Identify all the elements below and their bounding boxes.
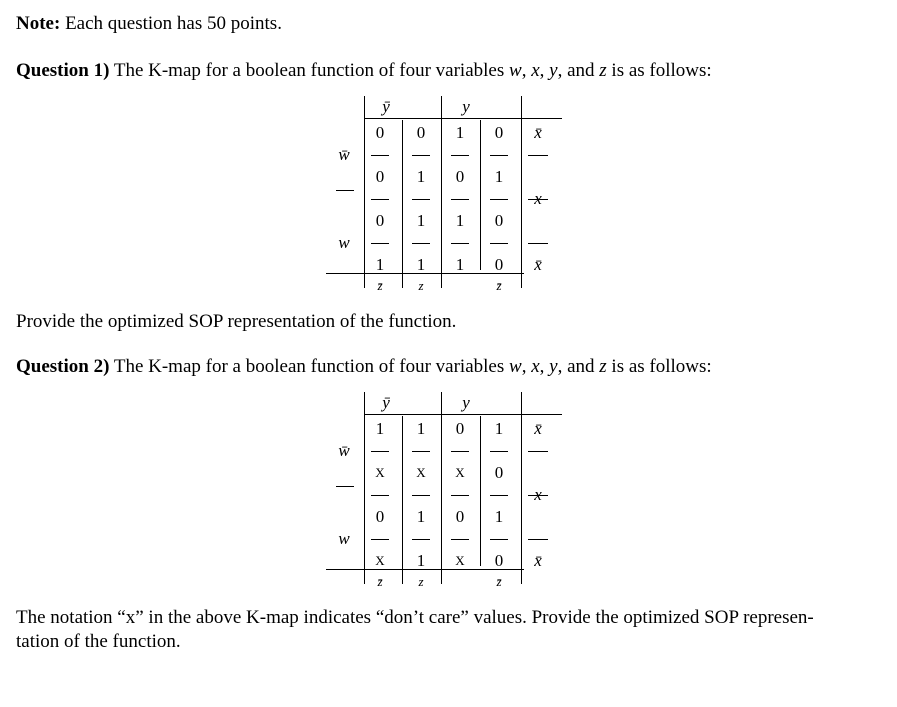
kmap-dash <box>412 199 430 200</box>
kmap-right-label-xbar-1: x̄ <box>534 419 542 438</box>
kmap-top-rule <box>364 414 562 415</box>
kmap-cell: X <box>375 465 385 480</box>
kmap-dash <box>528 539 548 540</box>
kmap-cell: 0 <box>494 463 504 482</box>
kmap-dash <box>371 451 389 452</box>
kmap-cell: 0 <box>455 507 465 526</box>
kmap-foot-label-z: z <box>418 574 424 589</box>
kmap-dash <box>451 495 469 496</box>
kmap-dash <box>371 243 389 244</box>
q2-label: Question 2) <box>16 356 110 377</box>
q2-tail: is as follows: <box>606 356 712 377</box>
q1-var-z: z <box>599 60 607 81</box>
kmap-dash <box>490 155 508 156</box>
kmap-divider-left <box>364 392 365 584</box>
kmap-cell: 1 <box>416 551 426 570</box>
kmap-divider-mid <box>441 392 442 584</box>
kmap-cell: 0 <box>494 123 504 142</box>
q2-heading: Question 2) The K-map for a boolean function of four variables w, x, y, and z is as follows: <box>16 356 712 377</box>
kmap-dash <box>528 451 548 452</box>
kmap-col-label-y: y <box>462 393 470 412</box>
kmap-dash <box>451 199 469 200</box>
q1-var-y: y <box>549 60 558 81</box>
kmap-cell: 1 <box>455 255 465 274</box>
q2-prompt-line2: tation of the function. <box>16 631 181 652</box>
kmap-divider-inner-b <box>480 416 481 566</box>
kmap-cell: 1 <box>375 419 385 438</box>
kmap-divider-inner-a <box>402 120 403 288</box>
kmap-cell: 1 <box>375 255 385 274</box>
kmap-right-label-xbar-2: x̄ <box>534 551 542 570</box>
q1-heading: Question 1) The K-map for a boolean function of four variables w, x, y, and z is as follows: <box>16 60 712 81</box>
q1-tail: is as follows: <box>606 60 712 81</box>
q2-prompt-line1: The notation “x” in the above K-map indicates “don’t care” values. Provide the optimized SOP represen- <box>16 607 814 628</box>
kmap-foot-label-z: z <box>418 278 424 293</box>
kmap-cell: 1 <box>416 167 426 186</box>
q2-var-z: z <box>599 356 607 377</box>
kmap-divider-right <box>521 392 522 584</box>
kmap-row-separator <box>336 486 354 487</box>
kmap-right-label-xbar-1: x̄ <box>534 123 542 142</box>
q2-var-x: x <box>531 356 540 377</box>
q1-var-x: x <box>531 60 540 81</box>
kmap-foot-label-zbar-2: z̄ <box>496 278 502 293</box>
kmap-dash <box>490 199 508 200</box>
kmap-dash <box>451 155 469 156</box>
kmap-row-label-wbar: w̄ <box>338 441 350 460</box>
kmap-dash <box>412 495 430 496</box>
kmap-dash <box>412 539 430 540</box>
kmap-divider-right <box>521 96 522 288</box>
kmap-row-label-w: w <box>338 233 350 252</box>
kmap-dash <box>371 539 389 540</box>
kmap-cell: 0 <box>494 255 504 274</box>
kmap-cell: 0 <box>375 167 385 186</box>
kmap-col-label-ybar: ȳ <box>382 393 390 412</box>
kmap-dash <box>490 495 508 496</box>
q1-prompt: Provide the optimized SOP representation of the function. <box>16 311 457 332</box>
kmap-cell: X <box>416 465 426 480</box>
kmap-dash <box>528 199 548 200</box>
kmap-dash <box>371 495 389 496</box>
kmap-cell: 0 <box>455 167 465 186</box>
kmap-cell: 0 <box>375 211 385 230</box>
kmap-divider-left <box>364 96 365 288</box>
note-text: Each question has 50 points. <box>60 13 282 34</box>
kmap-cell: 1 <box>455 123 465 142</box>
kmap-dash <box>451 243 469 244</box>
kmap-dash <box>490 451 508 452</box>
kmap-top-rule <box>364 118 562 119</box>
kmap-cell: 1 <box>416 507 426 526</box>
kmap-dash <box>528 243 548 244</box>
kmap-cell: 1 <box>494 419 504 438</box>
kmap-dash <box>412 451 430 452</box>
kmap-dash <box>528 495 548 496</box>
kmap-dash <box>371 199 389 200</box>
note-label: Note: <box>16 13 61 34</box>
kmap-right-label-xbar-2: x̄ <box>534 255 542 274</box>
kmap-foot-label-zbar-2: z̄ <box>496 574 502 589</box>
kmap-cell: X <box>455 553 465 568</box>
kmap-divider-inner-b <box>480 120 481 270</box>
kmap-cell: 0 <box>416 123 426 142</box>
kmap-cell: 1 <box>416 211 426 230</box>
kmap-divider-inner-a <box>402 416 403 584</box>
q2-var-w: w <box>509 356 522 377</box>
kmap-cell: 0 <box>375 507 385 526</box>
note-line <box>16 12 282 36</box>
kmap-cell: X <box>455 465 465 480</box>
kmap-dash <box>490 539 508 540</box>
q1-label: Question 1) <box>16 60 110 81</box>
kmap-dash <box>412 243 430 244</box>
kmap-cell: 0 <box>494 551 504 570</box>
kmap-dash <box>490 243 508 244</box>
q1-intro: The K-map for a boolean function of four variables <box>109 60 510 81</box>
kmap-dash <box>451 539 469 540</box>
q2-var-y: y <box>549 356 558 377</box>
kmap-divider-mid <box>441 96 442 288</box>
kmap-cell: 1 <box>416 419 426 438</box>
kmap-cell: 0 <box>494 211 504 230</box>
kmap-cell: 1 <box>494 507 504 526</box>
kmap-cell: X <box>375 553 385 568</box>
kmap-cell: 1 <box>455 211 465 230</box>
q1-var-w: w <box>509 60 522 81</box>
kmap-dash <box>412 155 430 156</box>
kmap-dash <box>528 155 548 156</box>
kmap-col-label-ybar: ȳ <box>382 97 390 116</box>
kmap-cell: 1 <box>494 167 504 186</box>
kmap-cell: 1 <box>416 255 426 274</box>
kmap-row-label-w: w <box>338 529 350 548</box>
kmap-row-separator <box>336 190 354 191</box>
q2-intro: The K-map for a boolean function of four variables <box>109 356 510 377</box>
kmap-dash <box>451 451 469 452</box>
kmap-col-label-y: y <box>462 97 470 116</box>
kmap-dash <box>371 155 389 156</box>
kmap-cell: 0 <box>375 123 385 142</box>
kmap-row-label-wbar: w̄ <box>338 145 350 164</box>
kmap-foot-label-zbar-1: z̄ <box>377 278 383 293</box>
kmap-cell: 0 <box>455 419 465 438</box>
kmap-foot-label-zbar-1: z̄ <box>377 574 383 589</box>
